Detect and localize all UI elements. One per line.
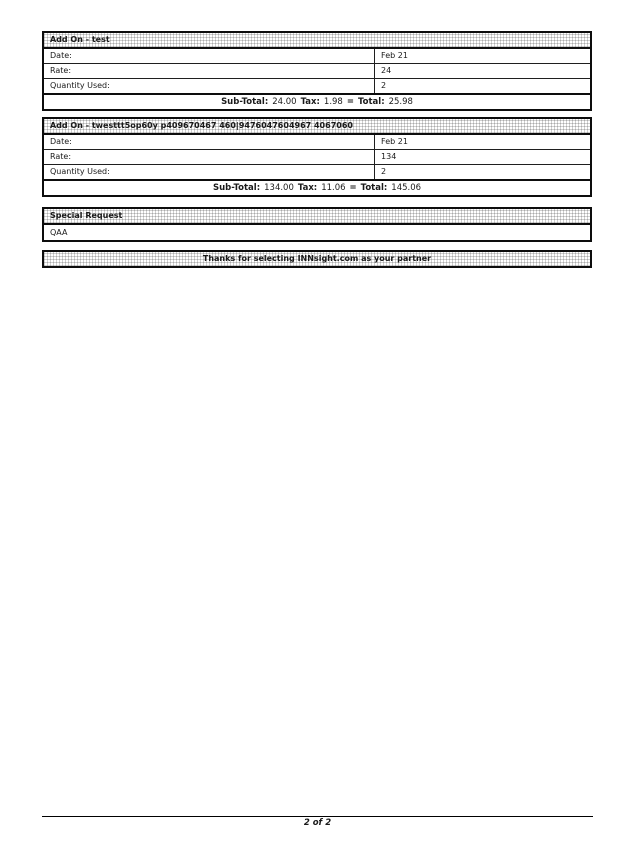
row-label: Date: [43,48,375,64]
subtotal-label: Sub-Total: [212,183,261,193]
row-value: 2 [375,165,591,181]
thanks-banner: Thanks for selecting INNsight.com as your partner [42,250,592,268]
page-footer [42,816,593,828]
total-label: Total: [360,183,388,193]
addon-header-row [43,32,591,48]
table-row [43,48,591,64]
special-request-value: QAA [43,224,591,241]
special-request-header-row [43,208,591,224]
row-value: 134 [375,150,591,165]
page-content [42,31,592,268]
addon-title: Add On - test [43,32,591,48]
row-value: 2 [375,79,591,95]
subtotal-label: Sub-Total: [221,97,269,107]
row-label: Rate: [43,150,375,165]
tax-label: Tax: [300,97,320,107]
subtotal-value: 134.00 [264,183,294,193]
addon-table [42,31,592,111]
addon-title: Add On - twesttt5op60y p409670467 460|9476047604967 4067060 [43,118,591,134]
subtotal-row [43,94,591,110]
equals-sign: = [346,97,354,107]
row-label: Date: [43,134,375,150]
page-number: 2 of 2 [303,818,332,828]
tax-value: 11.06 [321,183,346,193]
special-request-table [42,207,592,242]
table-row [43,224,591,241]
subtotal-row [43,180,591,196]
tax-label: Tax: [297,183,318,193]
row-value: 24 [375,64,591,79]
subtotal-line [43,94,591,110]
addon-table [42,117,592,197]
subtotal-line [43,180,591,196]
row-value: Feb 21 [375,48,591,64]
total-value: 145.06 [391,183,422,193]
row-label: Quantity Used: [43,165,375,181]
table-row [43,79,591,95]
table-row [43,150,591,165]
subtotal-value: 24.00 [272,97,297,107]
total-value: 25.98 [388,97,413,107]
table-row [43,134,591,150]
table-row [43,165,591,181]
total-label: Total: [357,97,385,107]
special-request-title: Special Request [43,208,591,224]
row-value: Feb 21 [375,134,591,150]
tax-value: 1.98 [323,97,343,107]
row-label: Rate: [43,64,375,79]
addon-header-row [43,118,591,134]
row-label: Quantity Used: [43,79,375,95]
equals-sign: = [349,183,357,193]
table-row [43,64,591,79]
